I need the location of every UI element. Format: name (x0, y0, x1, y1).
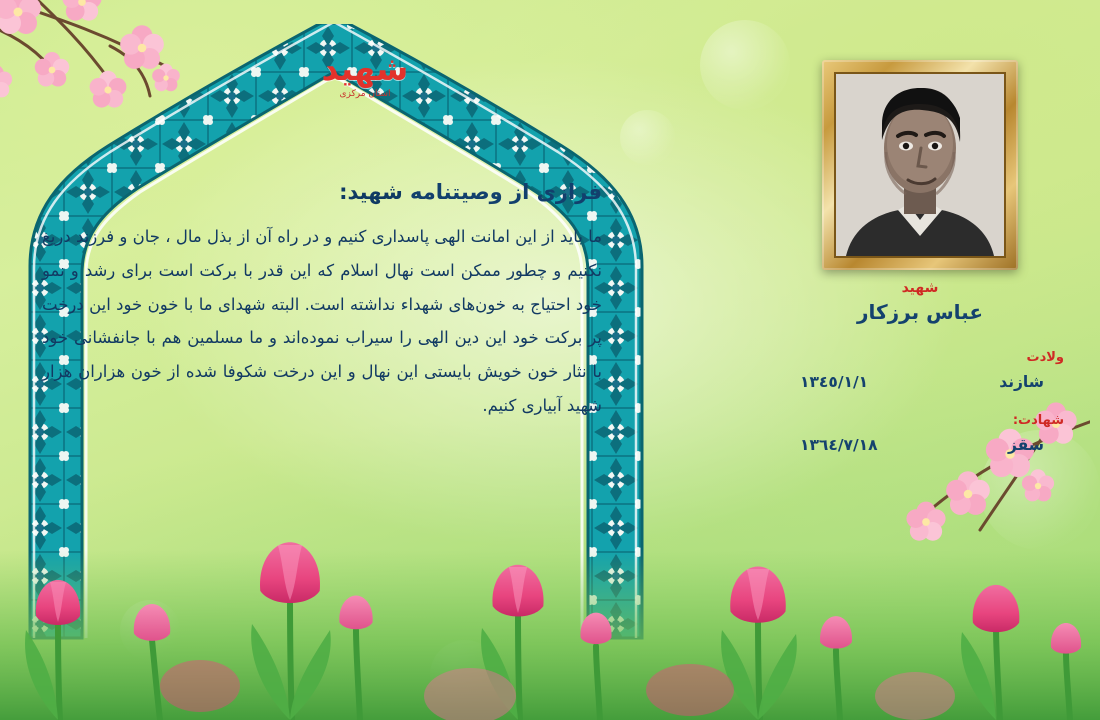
portrait-frame (822, 60, 1018, 270)
martyrdom-place: سقز (1007, 436, 1044, 454)
martyr-name: عباس برزکار (856, 300, 983, 324)
logo-text: شهید (321, 49, 409, 88)
martyr-title-label: شهید (901, 280, 939, 296)
will-body-text: ما باید از این امانت الهی پاسداری کنیم و در راه آن از بذل مال ، جان و فرزند دریغ نکنیم و چطور ممکن است نهال اسلام که این قدر با برکت است برای رشد و نمو خود احتیاج به خون‌های شهداء نداشته است. البته شهدای ما با خون خود این درخت پر برکت خود این دین الهی را سیراب نموده‌اند و ما مسلمین هم با جانفشانی خود با نثار خون خویش بایستی این نهال و این درخت شکوفا شده از خون هزاران هزار شهید آبیاری کنیم. (42, 227, 602, 416)
birth-place: شازند (999, 373, 1044, 391)
birth-date: ١٣٤٥/١/١ (800, 373, 869, 391)
portrait-illustration (836, 74, 1004, 256)
martyrdom-date: ١٣٦٤/٧/١٨ (800, 436, 878, 454)
tulip-field (0, 490, 1100, 720)
martyrdom-label: شهادت: (1012, 413, 1064, 428)
martyrdom-block (770, 413, 1070, 454)
will-title-highlight: شهید: (339, 180, 403, 204)
will-title-prefix: فرازی از وصیتنامه (410, 180, 602, 204)
birth-block (770, 350, 1070, 391)
martyr-info-panel (770, 60, 1070, 454)
logo-subtitle: استان مرکزی (339, 89, 391, 99)
martyrdom-row (770, 436, 1070, 454)
will-title (30, 180, 602, 204)
site-logo (305, 49, 425, 114)
portrait-photo (834, 72, 1006, 258)
birth-row (770, 373, 1070, 391)
birth-label: ولادت (1026, 350, 1064, 365)
